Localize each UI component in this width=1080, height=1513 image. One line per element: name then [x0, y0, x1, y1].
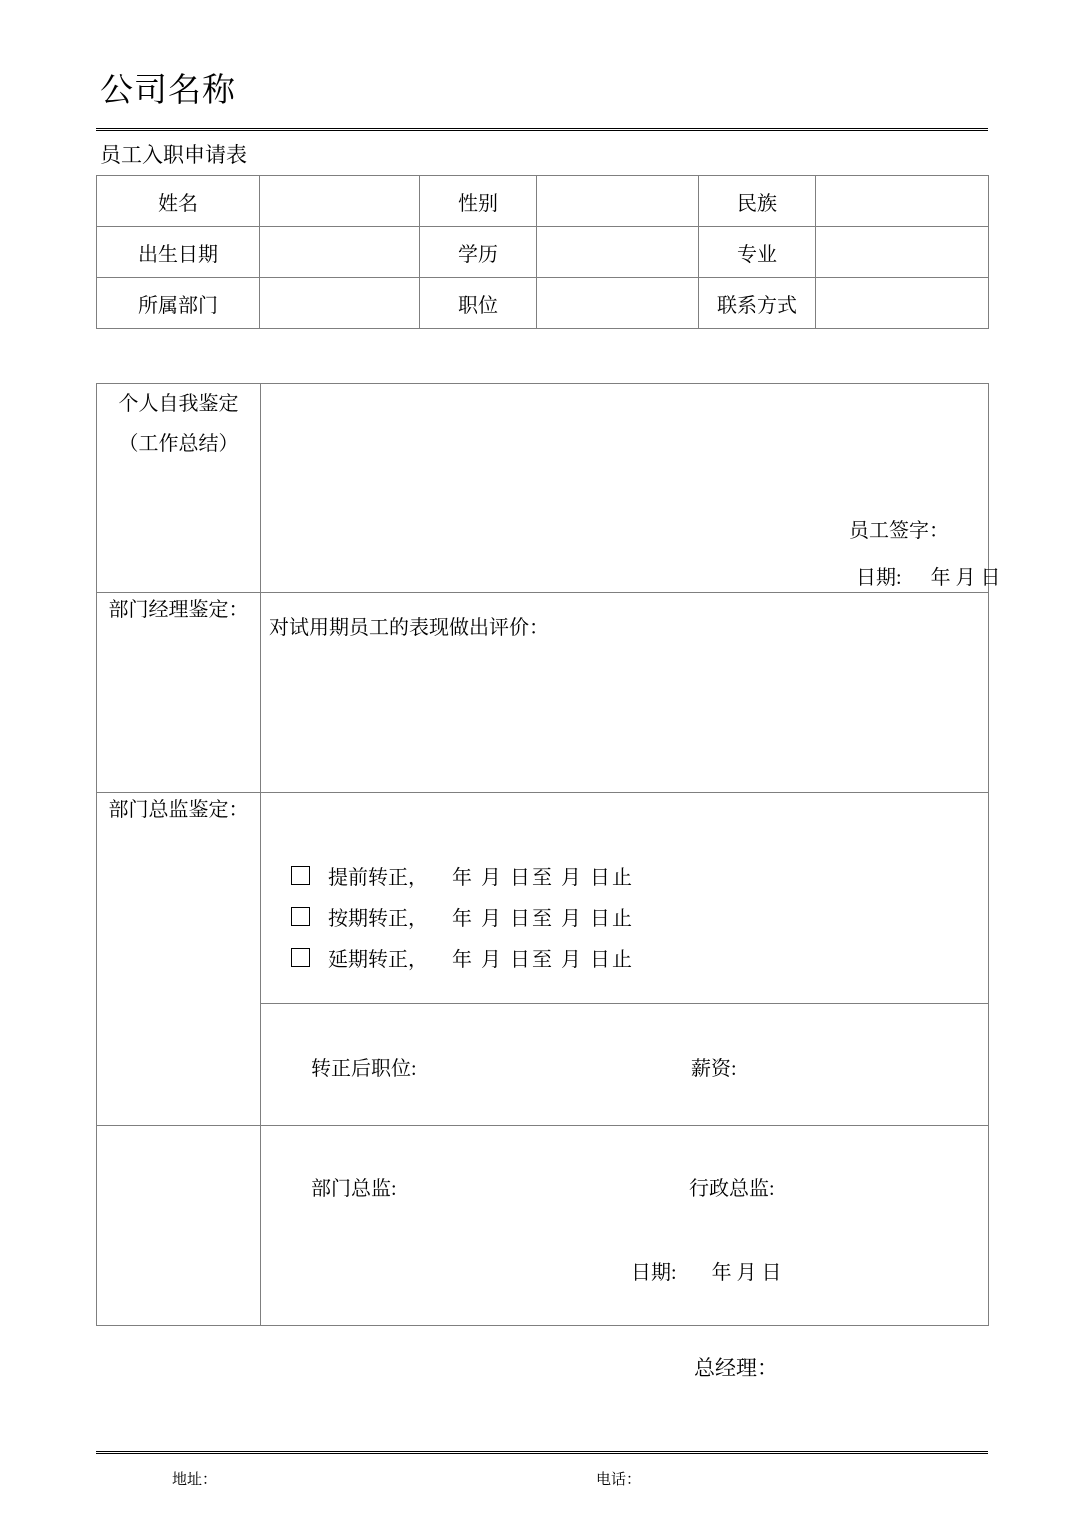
conversion-option-early[interactable] [291, 855, 634, 896]
checkbox-icon[interactable] [291, 866, 310, 885]
info-value-name[interactable] [260, 176, 420, 227]
table-row-director-evaluation [97, 793, 989, 1004]
signoff-date-line [631, 1256, 782, 1285]
info-label-birthdate: 出生日期 [97, 227, 260, 278]
conversion-option-delayed-label: 延期转正， [328, 949, 428, 971]
evaluation-table [96, 383, 1001, 1326]
manager-evaluation-content-cell[interactable] [261, 593, 989, 793]
conversion-option-delayed[interactable] [291, 937, 634, 978]
conversion-option-ontime[interactable] [291, 896, 634, 937]
self-evaluation-date-units: 年 月 日 [930, 567, 1001, 589]
info-label-position: 职位 [420, 278, 537, 329]
conversion-option-ontime-label: 按期转正， [328, 908, 428, 930]
info-value-birthdate[interactable] [260, 227, 420, 278]
table-row [97, 227, 989, 278]
self-evaluation-label-cell [97, 384, 261, 593]
table-row-signoff [97, 1126, 989, 1326]
manager-evaluation-label-cell: 部门经理鉴定： [97, 593, 261, 793]
company-title: 公司名称 [100, 71, 236, 108]
signoff-label-cell [97, 1126, 261, 1326]
manager-evaluation-prompt: 对试用期员工的表现做出评价： [269, 617, 549, 639]
position-after-conversion-label: 转正后职位: [311, 1058, 417, 1080]
table-row [97, 278, 989, 329]
signoff-date-label: 日期: [631, 1262, 677, 1284]
signoff-date-units: 年 月 日 [711, 1262, 782, 1284]
position-salary-cell[interactable] [261, 1004, 989, 1126]
director-evaluation-label-cell: 部门总监鉴定： [97, 793, 261, 1126]
table-row-manager-evaluation [97, 593, 989, 793]
info-value-contact[interactable] [816, 278, 989, 329]
footer-address-label: 地址： [172, 1472, 218, 1488]
info-label-department: 所属部门 [97, 278, 260, 329]
conversion-options-list [291, 855, 634, 978]
info-value-department[interactable] [260, 278, 420, 329]
info-value-gender[interactable] [537, 176, 699, 227]
info-label-major: 专业 [699, 227, 816, 278]
info-value-education[interactable] [537, 227, 699, 278]
director-evaluation-options-cell[interactable] [261, 793, 989, 1004]
salary-label: 薪资: [691, 1058, 737, 1080]
signoff-content-cell[interactable] [261, 1126, 989, 1326]
conversion-option-delayed-dates: 年 月 日至 月 日止 [452, 949, 634, 971]
table-row [97, 176, 989, 227]
self-evaluation-label-line1: 个人自我鉴定 [118, 393, 239, 415]
self-evaluation-date-line [856, 561, 1001, 590]
conversion-option-ontime-dates: 年 月 日至 月 日止 [452, 908, 634, 930]
info-label-name: 姓名 [97, 176, 260, 227]
info-label-education: 学历 [420, 227, 537, 278]
header-divider [96, 128, 988, 131]
admin-director-signature-label: 行政总监: [689, 1178, 775, 1200]
info-label-contact: 联系方式 [699, 278, 816, 329]
checkbox-icon[interactable] [291, 948, 310, 967]
employee-info-table [96, 175, 989, 329]
form-subtitle: 员工入职申请表 [100, 143, 247, 167]
info-label-ethnicity: 民族 [699, 176, 816, 227]
employee-signature-label: 员工签字： [849, 520, 949, 542]
self-evaluation-content-cell[interactable] [261, 384, 1001, 593]
self-evaluation-date-label: 日期: [856, 567, 902, 589]
general-manager-label: 总经理： [694, 1356, 778, 1380]
info-value-position[interactable] [537, 278, 699, 329]
conversion-option-early-label: 提前转正， [328, 867, 428, 889]
info-value-ethnicity[interactable] [816, 176, 989, 227]
table-row-self-evaluation [97, 384, 989, 593]
self-evaluation-label-line2: （工作总结） [118, 433, 239, 455]
checkbox-icon[interactable] [291, 907, 310, 926]
dept-director-signature-label: 部门总监: [311, 1178, 397, 1200]
conversion-option-early-dates: 年 月 日至 月 日止 [452, 867, 634, 889]
footer-telephone-label: 电话： [596, 1472, 642, 1488]
info-label-gender: 性别 [420, 176, 537, 227]
footer-divider [96, 1451, 988, 1454]
info-value-major[interactable] [816, 227, 989, 278]
